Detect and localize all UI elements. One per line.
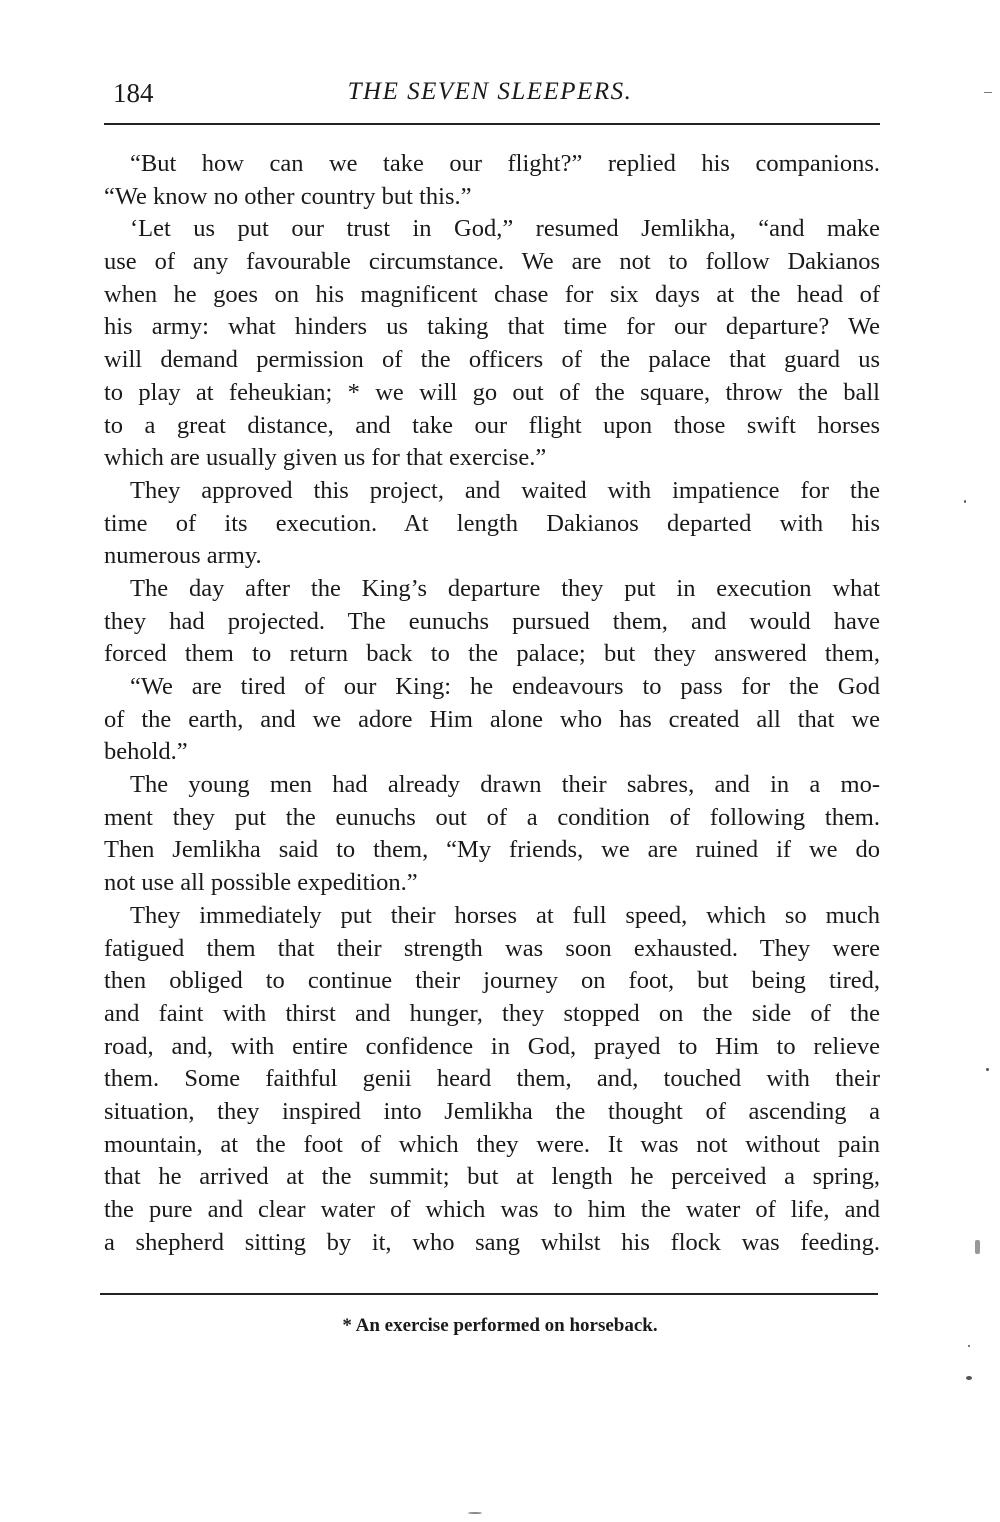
- text-line: and faint with thirst and hunger, they stopped on the side of the: [104, 999, 880, 1027]
- text-line: fatigued them that their strength was soon exhausted. They were: [104, 934, 880, 962]
- header-rule: [104, 123, 880, 125]
- text-line: his army: what hinders us taking that time for our departure? We: [104, 313, 880, 341]
- text-line: “We know no other country but this.”: [104, 182, 472, 210]
- text-line: to a great distance, and take our flight upon those swift horses: [104, 411, 880, 439]
- text-line: them. Some faithful genii heard them, and, touched with their: [104, 1065, 880, 1093]
- text-line: They immediately put their horses at full speed, which so much: [130, 901, 880, 929]
- scan-speck: [986, 1068, 989, 1071]
- text-line: situation, they inspired into Jemlikha the thought of ascending a: [104, 1097, 880, 1125]
- text-line: behold.”: [104, 738, 188, 766]
- running-head: [0, 78, 1000, 106]
- text-line: the pure and clear water of which was to him the water of life, and: [104, 1196, 880, 1223]
- text-line: numerous army.: [104, 542, 262, 570]
- text-line: road, and, with entire confidence in God, prayed to Him to relieve: [104, 1032, 880, 1060]
- text-line: They approved this project, and waited with impatience for the: [130, 476, 880, 504]
- text-line: Then Jemlikha said to them, “My friends, we are ruined if we do: [104, 836, 880, 864]
- scan-speck: [468, 1512, 482, 1514]
- text-line: to play at feheukian; * we will go out of the square, throw the ball: [104, 378, 880, 406]
- text-line: The day after the King’s departure they put in execution what: [130, 574, 880, 602]
- scan-speck: [964, 500, 966, 503]
- text-line: will demand permission of the officers of the palace that guard us: [104, 346, 880, 374]
- body-text: [104, 148, 880, 1259]
- text-line: ment they put the eunuchs out of a condition of following them.: [104, 803, 880, 831]
- text-line: that he arrived at the summit; but at length he perceived a spring,: [104, 1163, 880, 1191]
- text-line: “But how can we take our flight?” replied his companions.: [130, 150, 880, 177]
- footnote-rule: [100, 1293, 878, 1295]
- footnote: * An exercise performed on horseback.: [342, 1315, 658, 1336]
- text-line: forced them to return back to the palace; but they answered them,: [104, 640, 880, 668]
- scan-speck: [966, 1376, 972, 1380]
- text-line: use of any favourable circumstance. We are not to follow Dakianos: [104, 248, 880, 276]
- text-line: ‘Let us put our trust in God,” resumed Jemlikha, “and make: [130, 215, 880, 243]
- text-line: a shepherd sitting by it, who sang whilst his flock was feeding.: [104, 1228, 880, 1256]
- text-line: time of its execution. At length Dakianos departed with his: [104, 509, 880, 537]
- margin-mark: [984, 92, 992, 93]
- page-number: 184: [113, 78, 154, 108]
- text-line: mountain, at the foot of which they were. It was not without pain: [104, 1130, 880, 1158]
- text-line: they had projected. The eunuchs pursued them, and would have: [104, 607, 880, 635]
- scan-speck: [975, 1240, 980, 1254]
- text-line: “We are tired of our King: he endeavours to pass for the God: [130, 673, 880, 700]
- scan-speck: [968, 1345, 970, 1347]
- text-line: The young men had already drawn their sabres, and in a mo-: [130, 771, 880, 799]
- text-line: which are usually given us for that exercise.”: [104, 444, 547, 472]
- text-line: then obliged to continue their journey on foot, but being tired,: [104, 967, 880, 995]
- text-line: when he goes on his magnificent chase for six days at the head of: [104, 280, 880, 308]
- text-line: of the earth, and we adore Him alone who has created all that we: [104, 705, 880, 733]
- text-line: not use all possible expedition.”: [104, 869, 418, 897]
- running-title: THE SEVEN SLEEPERS.: [347, 78, 633, 105]
